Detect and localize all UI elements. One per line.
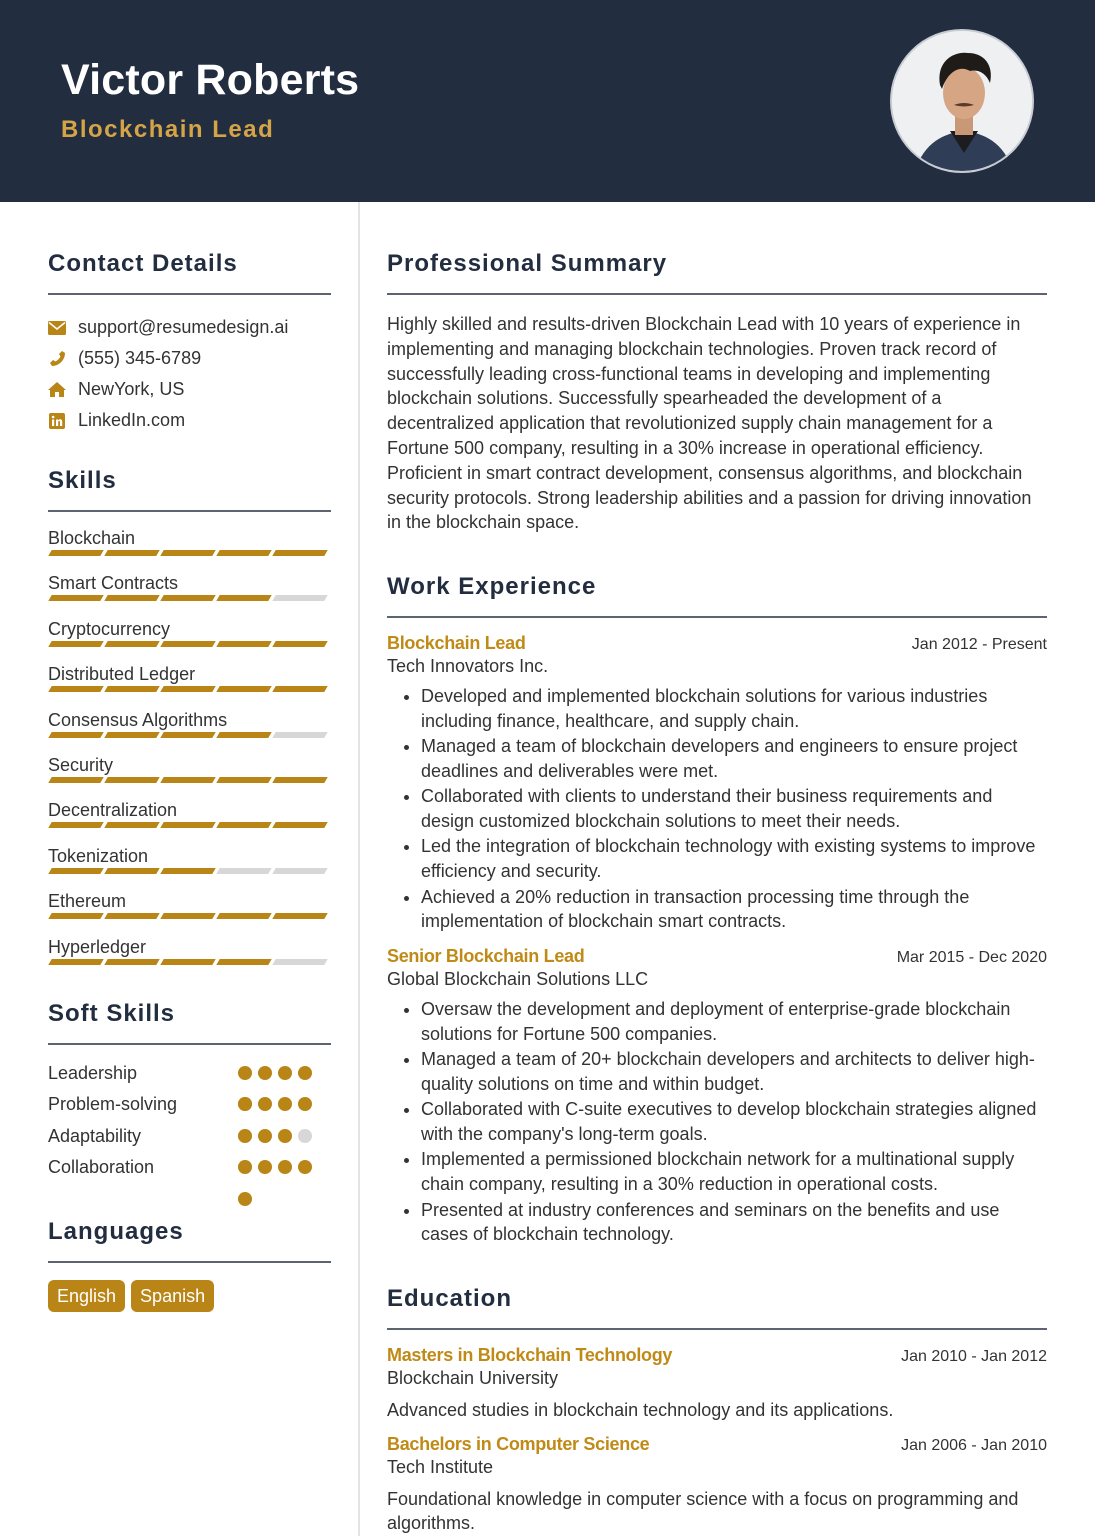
soft-skill-label: Problem-solving <box>48 1094 178 1115</box>
soft-skills-section <box>48 1000 331 1201</box>
rating-segment <box>104 641 159 647</box>
rating-segment <box>160 641 215 647</box>
education-description: Advanced studies in blockchain technology and its applications. <box>387 1400 894 1421</box>
section-heading: Work Experience <box>387 573 597 601</box>
rating-segment <box>160 595 215 601</box>
school-name: Tech Institute <box>387 1457 494 1478</box>
skill-label: Smart Contracts <box>48 573 179 594</box>
section-rule <box>387 293 1047 295</box>
rating-segment <box>216 868 271 874</box>
rating-dot <box>298 1129 312 1143</box>
rating-segment <box>216 777 271 783</box>
candidate-title: Blockchain Lead <box>61 116 275 143</box>
skill-label: Security <box>48 754 114 775</box>
rating-segment <box>216 550 271 556</box>
main-content <box>387 250 1047 1535</box>
rating-segment <box>104 732 159 738</box>
school-name: Blockchain University <box>387 1368 559 1389</box>
contact-email[interactable] <box>48 312 331 343</box>
skill-rating-bar <box>48 641 331 647</box>
linkedin-icon <box>48 412 66 430</box>
skill-rating-bar <box>48 959 331 965</box>
section-heading: Soft Skills <box>48 999 176 1027</box>
rating-segment <box>272 959 327 965</box>
job-date: Mar 2015 - Dec 2020 <box>896 949 1047 967</box>
rating-segment <box>104 959 159 965</box>
section-heading: Education <box>387 1285 513 1313</box>
rating-segment <box>216 686 271 692</box>
rating-segment <box>104 595 159 601</box>
soft-skill-label: Leadership <box>48 1062 138 1083</box>
skill-label: Consensus Algorithms <box>48 709 228 730</box>
sidebar <box>48 250 331 1312</box>
rating-segment <box>216 732 271 738</box>
skill-label: Decentralization <box>48 800 178 821</box>
skill-label: Blockchain <box>48 528 136 548</box>
rating-segment <box>48 959 103 965</box>
rating-segment <box>216 913 271 919</box>
rating-segment <box>216 595 271 601</box>
education-section <box>387 1285 1047 1535</box>
job-company: Global Blockchain Solutions LLC <box>387 969 649 990</box>
home-icon <box>48 381 66 399</box>
skill-label: Hyperledger <box>48 936 147 957</box>
rating-segment <box>216 822 271 828</box>
rating-segment <box>160 732 215 738</box>
rating-dot <box>238 1066 252 1080</box>
section-rule <box>387 1328 1047 1330</box>
skill-item <box>48 662 331 707</box>
job-bullet: • Collaborated with C-suite executives to develop blockchain strategies aligned with the company's long-term goals. <box>421 1097 1047 1147</box>
rating-segment <box>160 777 215 783</box>
language-tag: Spanish <box>131 1280 214 1312</box>
rating-segment <box>160 959 215 965</box>
education-entry <box>387 1434 1047 1535</box>
rating-dot <box>278 1160 292 1174</box>
soft-skill-label: Collaboration <box>48 1157 155 1178</box>
rating-segment <box>104 777 159 783</box>
job-company: Tech Innovators Inc. <box>387 656 549 677</box>
resume-header <box>0 0 1095 202</box>
job-entry <box>387 633 1047 934</box>
rating-dot <box>258 1129 272 1143</box>
job-entry <box>387 946 1047 1247</box>
skill-label: Cryptocurrency <box>48 618 171 639</box>
rating-segment <box>272 641 327 647</box>
skill-item <box>48 526 331 571</box>
soft-skills-list <box>48 1061 331 1201</box>
skill-rating-bar <box>48 595 331 601</box>
job-bullet: • Developed and implemented blockchain solutions for various industries including finance, healthcare, and supply chain. <box>421 684 1047 734</box>
section-rule <box>48 293 331 295</box>
rating-dot <box>258 1066 272 1080</box>
rating-dot <box>278 1066 292 1080</box>
rating-segment <box>272 686 327 692</box>
education-entry <box>387 1345 1047 1422</box>
rating-segment <box>48 732 103 738</box>
rating-segment <box>104 550 159 556</box>
rating-dot <box>238 1097 252 1111</box>
languages-section <box>48 1218 331 1312</box>
rating-segment <box>104 686 159 692</box>
skill-item <box>48 798 331 843</box>
skill-item <box>48 844 331 889</box>
experience-section <box>387 573 1047 1247</box>
skill-item <box>48 708 331 753</box>
section-rule <box>48 1261 331 1263</box>
rating-dot <box>278 1129 292 1143</box>
contact-linkedin[interactable] <box>48 405 331 436</box>
skills-list <box>48 526 331 980</box>
rating-segment <box>48 686 103 692</box>
job-bullet: • Oversaw the development and deployment of enterprise-grade blockchain solutions for Fortune 500 companies. <box>421 997 1047 1047</box>
rating-segment <box>216 641 271 647</box>
rating-segment <box>160 868 215 874</box>
rating-dot <box>298 1066 312 1080</box>
skill-item <box>48 617 331 662</box>
rating-segment <box>48 777 103 783</box>
section-heading: Contact Details <box>48 250 238 277</box>
rating-segment <box>160 822 215 828</box>
skill-item <box>48 753 331 798</box>
section-heading: Skills <box>48 467 117 494</box>
job-bullet: • Achieved a 20% reduction in transaction processing time through the implementation of blockchain smart contracts. <box>421 885 1047 935</box>
skills-section <box>48 467 331 980</box>
rating-segment <box>48 550 103 556</box>
degree-title: Masters in Blockchain Technology <box>387 1345 673 1366</box>
contact-linkedin-text: LinkedIn.com <box>78 410 186 430</box>
job-bullet: • Led the integration of blockchain technology with existing systems to improve efficiency and security. <box>421 834 1047 884</box>
rating-segment <box>160 686 215 692</box>
section-rule <box>48 1043 331 1045</box>
skill-rating-bar <box>48 732 331 738</box>
job-bullet: • Managed a team of blockchain developers and engineers to ensure project deadlines and deliverables were met. <box>421 734 1047 784</box>
degree-title: Bachelors in Computer Science <box>387 1434 650 1455</box>
rating-dot <box>238 1192 252 1206</box>
summary-text: Highly skilled and results-driven Blockchain Lead with 10 years of experience in implementing and managing blockchain technologies. Proven track record of successfully leading cross-functional teams in developing and implementing blockchain solutions. Successfully spearheaded the development of a decentralized application that revolutionized supply chain management for a Fortune 500 company, resulting in a 30% increase in operational efficiency. Proficient in smart contract development, consensus algorithms, and blockchain security protocols. Strong leadership abilities and a passion for driving innovation in the blockchain space. <box>387 314 1032 533</box>
rating-segment <box>272 595 327 601</box>
education-date: Jan 2006 - Jan 2010 <box>901 1437 1047 1455</box>
rating-segment <box>48 868 103 874</box>
avatar-icon <box>892 31 1034 173</box>
education-date: Jan 2010 - Jan 2012 <box>901 1348 1047 1366</box>
job-date: Jan 2012 - Present <box>911 636 1047 654</box>
skill-rating-bar <box>48 822 331 828</box>
rating-segment <box>216 959 271 965</box>
rating-dot <box>278 1097 292 1111</box>
phone-icon <box>48 350 66 368</box>
rating-segment <box>160 550 215 556</box>
skill-item <box>48 571 331 616</box>
rating-segment <box>160 913 215 919</box>
contact-location <box>48 374 331 405</box>
education-description: Foundational knowledge in computer science with a focus on programming and algorithms. <box>387 1489 1019 1534</box>
rating-segment <box>272 777 327 783</box>
summary-section <box>387 250 1047 535</box>
skill-rating-bar <box>48 913 331 919</box>
skill-label: Tokenization <box>48 845 149 866</box>
rating-segment <box>272 732 327 738</box>
column-divider <box>358 202 360 1536</box>
section-rule <box>48 510 331 512</box>
skill-label: Ethereum <box>48 891 127 912</box>
job-title: Senior Blockchain Lead <box>387 946 585 967</box>
rating-segment <box>48 595 103 601</box>
skill-rating-bar <box>48 777 331 783</box>
candidate-name: Victor Roberts <box>61 56 360 104</box>
skill-rating-bar <box>48 686 331 692</box>
rating-segment <box>104 822 159 828</box>
rating-segment <box>104 868 159 874</box>
rating-segment <box>48 641 103 647</box>
language-tag: English <box>48 1280 125 1312</box>
profile-photo <box>890 29 1034 173</box>
rating-dot <box>238 1160 252 1174</box>
skill-item <box>48 935 331 980</box>
rating-dot <box>298 1097 312 1111</box>
skill-label: Distributed Ledger <box>48 664 196 685</box>
skill-rating-bar <box>48 868 331 874</box>
rating-dot <box>258 1160 272 1174</box>
contact-section <box>48 250 331 436</box>
soft-skill-rating <box>238 1160 318 1206</box>
section-heading: Professional Summary <box>387 250 668 277</box>
section-heading: Languages <box>48 1217 184 1245</box>
rating-segment <box>48 913 103 919</box>
contact-location-text: NewYork, US <box>78 379 185 399</box>
rating-segment <box>272 550 327 556</box>
contact-email-text: support@resumedesign.ai <box>78 317 289 337</box>
contact-phone[interactable] <box>48 343 331 374</box>
rating-segment <box>272 868 327 874</box>
job-bullet: • Implemented a permissioned blockchain network for a multinational supply chain company, resulting in a 30% reduction in operational costs. <box>421 1147 1047 1197</box>
envelope-icon <box>48 319 66 337</box>
skill-item <box>48 889 331 934</box>
contact-phone-text: (555) 345-6789 <box>78 348 202 368</box>
rating-segment <box>48 822 103 828</box>
job-title: Blockchain Lead <box>387 633 526 654</box>
job-bullet: • Managed a team of 20+ blockchain developers and architects to deliver high-quality solutions on time and within budget. <box>421 1047 1047 1097</box>
rating-segment <box>104 913 159 919</box>
job-bullet: • Collaborated with clients to understand their business requirements and design customized blockchain solutions to meet their needs. <box>421 784 1047 834</box>
rating-dot <box>238 1129 252 1143</box>
soft-skill-label: Adaptability <box>48 1125 142 1146</box>
section-rule <box>387 616 1047 618</box>
skill-rating-bar <box>48 550 331 556</box>
rating-dot <box>298 1160 312 1174</box>
job-bullet: • Presented at industry conferences and seminars on the benefits and use cases of blockchain technology. <box>421 1198 1047 1248</box>
rating-segment <box>272 822 327 828</box>
rating-dot <box>258 1097 272 1111</box>
rating-segment <box>272 913 327 919</box>
